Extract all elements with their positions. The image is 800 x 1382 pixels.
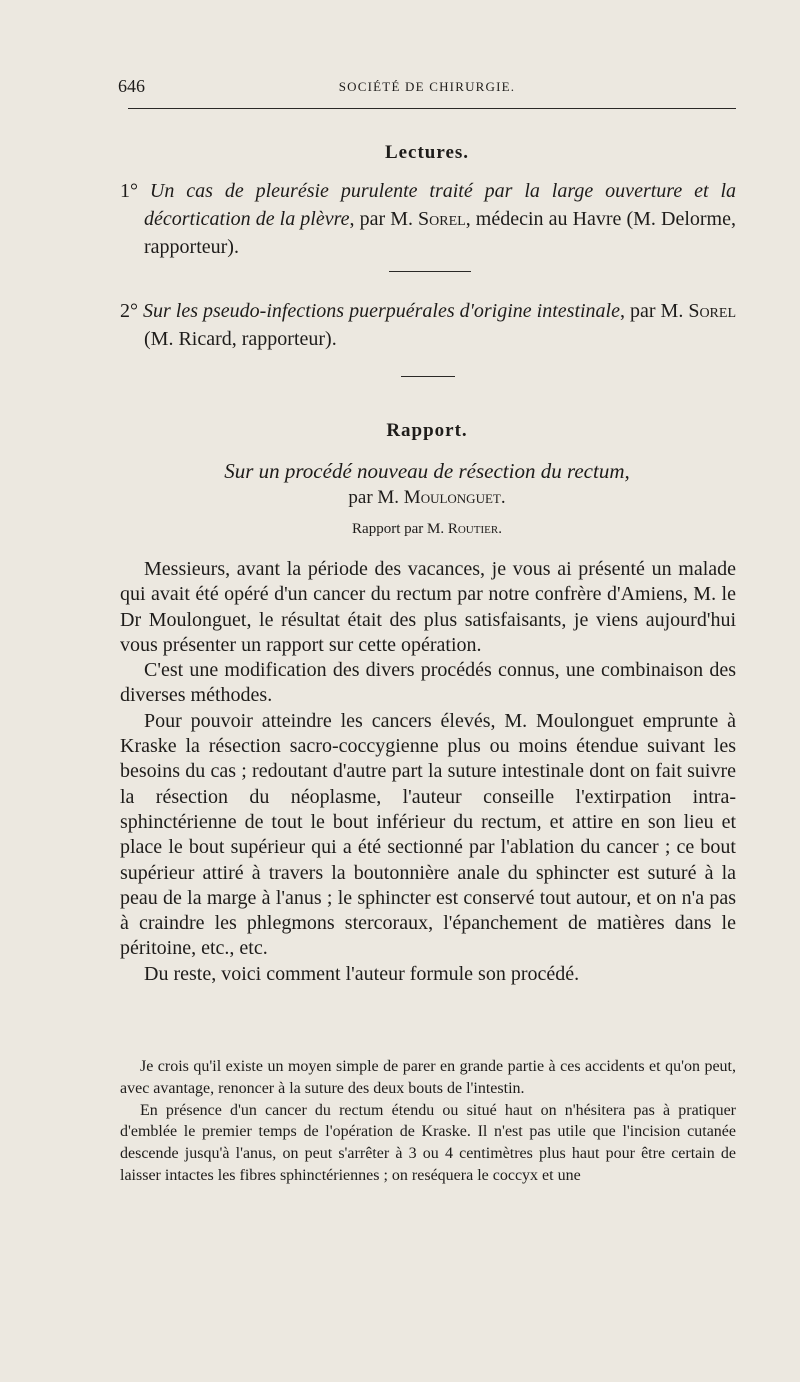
item-number: 2° (120, 300, 138, 322)
body-paragraph: Pour pouvoir atteindre les cancers élevés, M. Moulonguet emprunte à Kraske la résection sacro-coccygienne plus ou moins étendue suivant les besoins du cas ; redoutant d'autre part la suture intestinale dont on fait suivre la résection du néoplasme, l'auteur conseille l'extirpation intra-sphinctérienne de tout le bout inférieur du rectum, et attire en son lieu et place le bout supérieur qui a été sectionné par l'ablation du cancer ; ce bout supérieur attiré à travers la boutonnière anale du sphincter est suturé à la peau de la marge à l'anus ; le sphincter est conservé tout autour, et on n'a pas à craindre les phlegmons stercoraux, l'épanchement de matières dans le péritoine, etc., etc. (120, 709, 736, 960)
lecture-title: Un cas de pleurésie purulente traité par la large ouverture et la décortication de la plèvre (144, 180, 737, 230)
report-body (120, 557, 736, 987)
body-paragraph: Du reste, voici comment l'auteur formule son procédé. (144, 962, 580, 985)
report-title: Sur un procédé nouveau de résection du rectum, (224, 459, 630, 483)
lecture-item-1: 1° Un cas de pleurésie purulente traité par la large ouverture et la décortication de la plèvre, par M. Sorel, médecin au Havre (M. Delorme, rapporteur). (120, 180, 737, 258)
body-paragraph: C'est une modification des divers procédés connus, une combinaison des diverses méthodes. (120, 659, 736, 707)
separator-rule (401, 376, 455, 377)
author-name: Sorel (688, 300, 737, 322)
lecture-title: Sur les pseudo-infections puerpuérales d'origine intestinale (143, 300, 620, 322)
report-reporter: Rapport par M. Routier. (352, 521, 502, 537)
report-author: par M. Moulonguet. (348, 487, 506, 508)
lecture-item-2: 2° Sur les pseudo-infections puerpuérales d'origine intestinale, par M. Sorel (M. Ricard, rapporteur). (120, 300, 737, 350)
item-number: 1° (120, 180, 138, 202)
separator-rule (389, 271, 471, 272)
running-head: SOCIÉTÉ DE CHIRURGIE. (338, 79, 516, 94)
header-rule (128, 108, 736, 109)
quote-paragraph: En présence d'un cancer du rectum étendu ou situé haut on n'hésitera pas à pratiquer d'emblée le premier temps de l'opération de Kraske. Il n'est pas utile que l'incision cutanée descende jusqu'à l'anus, on peut s'arrêter à 3 ou 4 centimètres plus haut pour être certain de laisser intactes les fibres sphinctériennes ; on reséquera le coccyx et une (120, 1101, 736, 1184)
page-header (118, 76, 736, 98)
body-paragraph: Messieurs, avant la période des vacances, je vous ai présenté un malade qui avait été opéré d'un cancer du rectum par notre confrère d'Amiens, M. le Dr Moulonguet, le résultat était des plus satisfaisants, je viens aujourd'hui vous présenter un rapport sur cette opération. (120, 558, 736, 656)
quote-paragraph: Je crois qu'il existe un moyen simple de parer en grande partie à ces accidents et qu'on peut, avec avantage, renoncer à la suture des deux bouts de l'intestin. (120, 1058, 736, 1097)
page-number: 646 (118, 76, 145, 96)
section-heading-rapport: Rapport. (386, 420, 468, 441)
section-heading-lectures: Lectures. (384, 142, 470, 163)
author-name: Sorel (418, 208, 466, 230)
quoted-procedure (120, 1056, 736, 1187)
